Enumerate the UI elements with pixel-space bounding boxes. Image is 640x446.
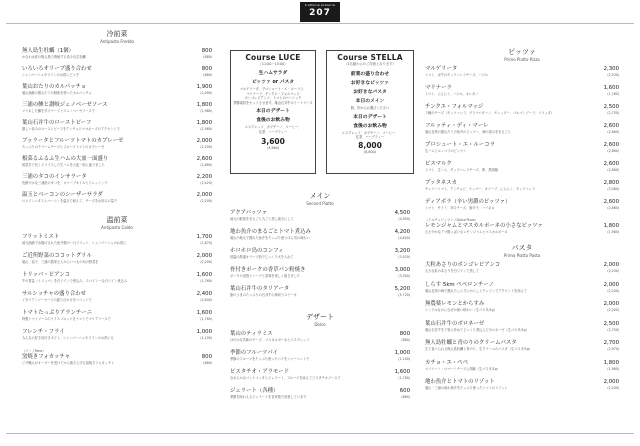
menu-item-price-tax: (3,080) [607,187,619,191]
menu-item-desc: トマト、にんにく、バジル、オレガノ [425,92,479,96]
menu-item-name: ジェラート（各種） [230,388,279,394]
menu-item-price: 1,000 [196,329,212,335]
menu-item-desc: トマト、生ハム、モッツァレラチーズ、卵、黒胡椒 [425,168,498,172]
menu-item-price-tax: (2,750) [607,327,619,332]
menu-item-name: 温玉とベーコンのシーザーサラダ [22,192,103,198]
menu-item-desc: 低温の熱湯オリーブ油でじっくり火を入れて [230,255,294,259]
menu-item-price-tax: (3,520) [398,255,410,259]
course-line: お好きなピッツァ [350,81,390,86]
menu-item-desc: チェリートマト、アンチョビ、ケッパー、オリーブ、にんにく、モッツァレラ [425,187,536,191]
menu-item-name: 大粒あさりのボンゴレビアンコ [425,262,501,268]
menu-item-name: マリナーラ [425,85,452,91]
menu-item-price: 2,600 [603,199,619,205]
menu-item-price: 800 [399,331,410,337]
course-price-tax: (3,960) [266,145,279,150]
section-title: パスタ [511,244,533,252]
menu-item-price: 1,800 [196,102,212,108]
menu-item-desc: 生で食べられる無人島牡蠣と青のり、生クリームのパスタ（生パスタ/1g） [425,347,533,351]
menu-item-name: チンクエ・フォルマッジ [425,104,484,110]
menu-item-price: 1,600 [196,272,212,278]
menu-item-price: 1,900 [196,84,212,90]
menu-item-price-tax: (880) [203,73,212,77]
menu-item-price: 2,700 [603,340,619,346]
menu-item-name: 三浦の鯵と讃岐ジェノベーゼソース [22,102,108,108]
menu-item-price-tax: (2,860) [607,130,619,134]
menu-item-price: 2,500 [603,104,619,110]
menu-item-name: 地わ魚介のまるごとトマト煮込み [230,229,311,235]
menu-item-name: 葉山石井牛のタリアータ [230,286,290,292]
menu-item-desc: 地元の鮮魚をまるごと丸ごと蒸し焼きにして [230,217,294,221]
menu-item-name: プロシュート・エ・ルーコラ [425,142,495,148]
menu-item-desc: ささやかなアマ酸っぱいなレモンジャムとマスカルポーネ [425,230,508,234]
menu-item-price: 2,000 [196,192,212,198]
menu-item-price: 600 [399,388,410,394]
menu-item-name: 窯焼きフォカッチャ [22,354,71,360]
menu-item-name: トマトたっぷりアランチーニ [22,310,93,316]
menu-item-desc: マリネした鯵をタプナードとジェノベーゼソースで [22,109,95,113]
menu-item [425,321,619,341]
menu-item-name: しらす 5km ペペロンチーノ [425,281,495,288]
menu-item-price-tax: (1,980) [200,127,212,131]
menu-item-desc: トマト、水牛のモッツァレラチーズ、バジル [425,73,489,77]
menu-item-price: 800 [201,48,212,54]
section-title: メイン [309,192,331,200]
menu-item-price: 1,600 [603,85,619,91]
menu-item-price-tax: (1,760) [200,279,212,283]
course-line: 前菜の盛り合わせ [350,72,390,77]
course-dessert: 本日のデザート [353,114,387,120]
menu-item [425,104,619,123]
menu-item-desc: 牛の胃袋（トリッパ）を白ワインで煮込み、スパイシーな白ワイン煮込み [22,279,128,283]
course-line: ピッツァ or パスタ [251,80,295,85]
menu-item-name: マルゲリータ [425,66,458,72]
menu-item-price-tax: (4,950) [398,217,410,221]
menu-item [22,102,212,120]
menu-item-name: 無人島生牡蠣（1個） [22,48,74,54]
menu-item [425,340,619,360]
menu-item-price-tax: (880) [401,338,410,342]
menu-item [22,253,212,272]
menu-item-desc: 大きな粒のあさりを白ワインで蒸して [425,269,480,273]
menu-item [425,282,619,302]
course-note: 鮮、肉からお選びください [350,106,390,110]
menu-item [230,369,410,388]
course-note: ボンゴレビアンコ、トマトのベーシック [244,96,302,101]
menu-item [425,262,619,282]
bottom-rule [6,433,634,434]
menu-item-price: 2,800 [603,180,619,186]
menu-item-price-tax: (2,860) [607,206,619,210]
menu-item-price-tax: (660) [401,395,410,399]
course-note: マリナーラ、チンクエ・フォルマッジ [246,91,300,96]
menu-item-desc: なめらかなパンナコッタとジェラート、フルーツを添えてピスタチオソースで [230,376,341,380]
section-subtitle: Primo Piatto Pizza [504,57,540,62]
section-title: 冷前菜 [106,30,128,38]
course-note: 季節素材をセットさせます。葉山石井牛のミートソース [233,100,313,105]
dolce-pizza-sublabel: （ドルチェピッツァ / Dolce Pizza） [425,218,478,222]
course-line: お好きなパスタ [353,90,387,95]
course-title: Course LUCE [245,53,301,62]
menu-item-price-tax: (2,860) [607,149,619,153]
menu-item-price: 2,500 [603,320,619,327]
pasta-list [425,262,619,399]
menu-item [22,156,212,174]
menu-item-name: 季節のフルーツパイ [230,350,278,356]
left-column [22,30,212,371]
menu-item-name: 葉山のティラミス [230,331,273,337]
menu-item-price-tax: (880) [203,55,212,59]
menu-item-price-tax: (2,200) [200,260,212,264]
section-title: 温前菜 [106,216,128,224]
menu-item-price-tax: (2,860) [200,163,212,167]
course-note: 紅茶、ハーブティー [258,129,288,134]
menu-item-price-tax: (2,750) [607,111,619,115]
menu-item-price-tax: (1,760) [200,317,212,321]
menu-item-desc: イタリアンソーセージの盛り合わせをココットで [22,298,92,302]
menu-item-price-tax: (1,100) [200,336,212,340]
menu-item-desc: みんな大好き皮付きポテト、シャンパーニュやワインのお供にも [22,336,114,340]
menu-item-desc: ポークの食感とハーブと香味を楽しく焼きました [230,274,300,278]
menu-item-desc: 色鮮やかな三浦産のタコを、オリーブオイルとドレッシング [22,181,108,185]
menu-item-price: 5,200 [394,286,410,292]
menu-item-price: 2,000 [603,262,619,268]
section-subtitle: Antipasto Caldo [101,225,133,230]
menu-item-name: アクアパッツァ [230,210,268,216]
logo-subtitle: trattoria pizzeria [304,3,336,7]
menu-item-price: 1,800 [603,223,619,229]
menu-item-price: 1,700 [196,234,212,240]
menu-item-desc: たっぷりのクリームチーズとフルーツトマトのカプレーゼ [22,145,105,149]
right-column [425,48,619,399]
menu-item-price-tax: (1,980) [607,230,619,234]
menu-item-name: いろいろオリーブ盛り合わせ [22,66,92,72]
menu-item-desc: 葉山近郊の海で獲れたしらすにからしとクレソンでアクセントを添えて [425,288,527,293]
menu-item [230,350,410,369]
menu-item [230,248,410,267]
section-subtitle: Antipasto Freddo [100,39,134,44]
menu-item-price-tax: (1,760) [398,376,410,380]
menu-item-price: 2,000 [603,379,619,385]
menu-item-price: 3,000 [394,267,410,273]
course-note: エスプレッソ、カプチーノ、コーヒー、 [244,125,302,130]
menu-item [22,310,212,329]
menu-item-price: 1,800 [603,359,619,366]
menu-item-desc: 季節のフルーツをたっぷり使ったパイをシャーベットで [230,357,310,361]
section-subtitle: Dolce [314,322,326,327]
menu-item-desc: 葉山石井牛を丁寧に炒めてじっくり煮込んだボロネーゼ（生パスタ/1g） [425,327,529,332]
menu-item-desc: シャンパーニュやワインのお供にどうぞ [22,73,79,77]
restaurant-logo [300,2,340,22]
menu-item-name: レモンジャムとマスカルポーネの小さなピッツァ [425,223,543,229]
menu-item-price: 800 [201,354,212,360]
menu-item-name: ご近所野菜のココットグリル [22,253,92,259]
middle-column [230,192,410,407]
menu-item-desc: 生ハムとルッコラのピッツァ [425,149,467,153]
menu-item-price-tax: (1,980) [200,109,212,113]
menu-item-price-tax: (2,200) [200,199,212,203]
menu-item-price: 2,400 [196,291,212,297]
section-title: デザート [306,313,334,321]
menu-item-price: 800 [201,66,212,72]
menu-item [22,138,212,156]
course-luce-box [230,50,316,174]
menu-item-desc: 根菜をで長くスライスした生ハムを大皿一面に盛りました [22,163,105,167]
menu-item-price-tax: (880) [203,361,212,365]
pasta-header [425,244,619,259]
menu-item-price-tax: (3,300) [398,274,410,278]
menu-item-desc: 優しい旨みのローストビーフをアンチョビマヨネーズのアクセントで [22,127,120,131]
menu-item [230,267,410,286]
menu-item-price-tax: (2,200) [607,288,619,293]
menu-item-desc: トマト、サラミ、辛口チーズ、唐辛子、ハバネロ [425,206,495,210]
menu-item [230,331,410,350]
menu-item [425,360,619,380]
menu-item-name: カチョ・エ・ペペ [425,359,468,366]
dessert-header [230,313,410,328]
course-hours: （2名様からのご用意となります） [344,62,396,66]
menu-item-price: 4,200 [394,229,410,235]
menu-item [425,161,619,180]
main-list [230,210,410,305]
menu-item-desc: 葉山の地元で獲れた魚介をたっぷり使うほん気の味わい [230,236,310,240]
menu-item-desc: 葉山漁港の獲れたての鮮魚を使ったカルパッチョ [22,91,92,95]
menu-item-price-tax: (1,100) [398,357,410,361]
menu-item-price: 1,600 [394,369,410,375]
menu-item-desc: シンプルなのになぜか深い味わい（生パスタ/1g） [425,308,497,312]
menu-item-desc: 葉山・三浦の地わ魚介をたっぷり使ったトマトのリゾット [425,386,508,390]
logo-number: 207 [309,8,331,18]
menu-item-name: サルシッチャの盛り合わせ [22,291,87,297]
menu-item-price: 2,000 [196,253,212,259]
menu-item-price-tax: (1,760) [607,92,619,96]
menu-item [230,388,410,407]
menu-item-price: 2,600 [603,123,619,129]
menu-item [22,174,212,192]
menu-item [22,192,212,210]
menu-item [230,210,410,229]
menu-item [22,120,212,138]
menu-item-desc: 葉山近郊の獲れたての魚介のピッツァ、海の恵みをまるごと [425,130,511,134]
menu-item-name: フルッティ・ディ・マーレ [425,123,489,129]
warm-antipasto-header [22,216,212,231]
menu-item [230,229,410,248]
menu-item-desc: 脂のうまみたっぷりの石井牛の薄切りステーキ [230,293,297,297]
menu-item-name: 葉山石井牛のボロネーゼ [425,320,485,327]
menu-item-name: 地わ魚介とトマトのリゾット [425,379,495,385]
menu-item-price: 1,600 [196,310,212,316]
menu-item-price: 3,200 [394,248,410,254]
menu-item-price-tax: (2,970) [607,347,619,351]
menu-item-name: フレンチ・フライ [22,329,65,335]
menu-item-name: トリッパ・ピアンコ [22,272,71,278]
menu-item-price-tax: (1,870) [200,241,212,245]
menu-item-name: 葉山おたりのカルパッチョ [22,84,87,90]
menu-item-name: フリットミスト [22,234,60,240]
menu-item-desc: ピザ職人がオーダーを受けてから焼き上げる窯焼きフォカッチャ [22,361,115,365]
menu-item-desc: 季節を味わえるジェラートを自家製で用意しています [230,395,307,399]
menu-item-price-tax: (1,980) [607,366,619,371]
dessert-list [230,331,410,407]
menu-item-desc: ペコリーノ・ロマーノチーズと胡椒（生パスタ/1g） [425,366,500,371]
menu-item-price: 4,500 [394,210,410,216]
course-note: エスプレッソ、カプチーノ、コーヒー、 [341,130,399,135]
menu-item-name: 無農薬レモンとからすみ [425,301,485,307]
menu-item [22,354,212,371]
menu-item [22,329,212,348]
menu-item [22,291,212,310]
menu-item-desc: 地元漁港で水揚げされた魚介類の一口フリット、シャンパーニュのお供に [22,241,127,245]
course-title: Course STELLA [337,53,403,62]
menu-item-price-tax: (4,620) [398,236,410,240]
menu-item-price-tax: (2,090) [200,91,212,95]
menu-item-price-tax: (2,200) [607,308,619,312]
menu-item [425,123,619,142]
menu-item-desc: 特製トマトソースのライスコロッケをトマトでマリアソースで [22,317,111,321]
section-subtitle: Primo Piatto Pasta [503,253,541,258]
menu-item [425,180,619,199]
menu-item [425,223,619,240]
course-stella-box [326,50,414,174]
menu-item-desc: ５種のチーズ（モッツァレラ、グラナパダーノ、チェッダー、ゴルゴンゾーラ、リコッタ） [425,111,555,115]
menu-item [425,85,619,104]
main-header [230,192,410,207]
course-note: マルゲリータ、プロシュート・エ・ルーコラ、 [239,87,307,91]
course-line: 本日のメイン [355,99,385,104]
menu-item [22,272,212,291]
menu-item-name: ホロホロ鳥のコンフィ [230,248,284,254]
menu-item-price: 2,600 [603,142,619,148]
menu-item-price: 2,000 [196,138,212,144]
menu-item-name: ディアボラ（辛い男爵のピッツァ） [425,199,511,205]
pizza-list [425,66,619,218]
warm-antipasto-list [22,234,212,348]
course-dessert: 本日のデザート [256,109,290,115]
menu-item-price: 2,000 [603,281,619,288]
menu-item-price: 2,000 [603,301,619,307]
course-hours: （11:00－15:00） [258,62,288,66]
top-rule [6,23,634,24]
menu-item [22,66,212,84]
menu-item-price-tax: (2,530) [607,73,619,77]
course-line: 生ハムサラダ [258,71,288,76]
menu-item-price: 2,300 [603,66,619,72]
course-drink: 食後のお飲み物 [256,118,290,124]
menu-item-desc: かなわ水産の無人島で養殖する希少な生牡蠣 [22,55,86,59]
menu-item [425,199,619,218]
menu-item [425,301,619,321]
cold-antipasto-list [22,48,212,210]
menu-item-price-tax: (2,420) [200,181,212,185]
pizza-header [425,48,619,63]
menu-item [22,84,212,102]
course-price-tax: (8,800) [363,149,376,154]
course-price: 3,600 [261,136,285,146]
menu-item-name: 根菜るふるふ生ハムの大皿一面盛り [22,156,109,162]
menu-item-price: 1,800 [196,120,212,126]
menu-item-price-tax: (2,200) [200,145,212,149]
section-subtitle: Second Piatto [306,201,334,206]
menu-item-name: ビスマルク [425,161,452,167]
menu-item-name: 葉山石井牛のローストビーフ [22,120,92,126]
menu-item-name: 三浦のタコのインサラータ [22,174,87,180]
menu-item [22,48,212,66]
menu-item [425,142,619,161]
menu-item-price: 2,600 [196,156,212,162]
menu-item-price: 1,000 [394,350,410,356]
menu-item-desc: ほのかな苦味のチーズ、マスカルポーネとエスプレッソ [230,338,310,342]
menu-item-name: 骨付きポークの香草パン粉焼き [230,267,306,273]
menu-item-name: ピスタチオ・アラモード [230,369,289,375]
menu-item [425,66,619,85]
menu-item-price: 2,200 [196,174,212,180]
menu-item-price-tax: (2,860) [607,168,619,172]
course-drink: 食後のお飲み物 [353,123,387,129]
menu-item [230,286,410,305]
menu-item-name: ブッラータとフルーツトマトのカプレーゼ [22,138,124,144]
cold-antipasto-header [22,30,212,45]
menu-item-price-tax: (2,640) [200,298,212,302]
menu-item-price-tax: (2,200) [607,386,619,390]
section-title: ピッツァ [508,48,536,56]
menu-item-price: 2,600 [603,161,619,167]
menu-item-name: プッタネスカ [425,180,457,186]
menu-item [22,234,212,253]
bread-sublabel: （パン / Pane） [22,349,46,353]
menu-item-price-tax: (2,200) [607,269,619,273]
menu-item [425,379,619,399]
menu-item-desc: 葉山、逗子、三浦の農家さんからいつもの旬の野菜を [22,260,99,264]
menu-item-name: 無人島牡蠣と青のりのクリームパスタ [425,340,517,346]
menu-item-price-tax: (5,720) [398,293,410,297]
course-price: 8,000 [358,140,382,150]
menu-item-desc: ロメインレタスとベーコンを温玉で和えて、チーズをお好みの量で [22,199,118,203]
course-note: 紅茶、ハーブティー [355,135,385,140]
